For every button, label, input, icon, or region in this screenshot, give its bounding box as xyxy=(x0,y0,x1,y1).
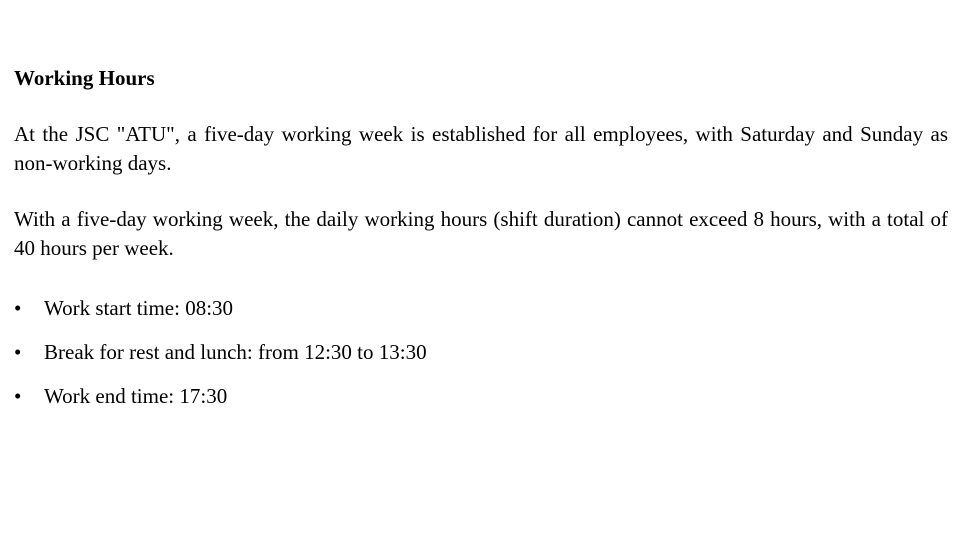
list-item-text: Work end time: 17:30 xyxy=(44,384,228,408)
bullet-icon: • xyxy=(14,296,22,320)
paragraph-working-week: At the JSC "ATU", a five-day working week is established for all employees, with Saturday and Sunday as non-working days. xyxy=(14,122,948,175)
bullet-icon: • xyxy=(14,340,22,364)
paragraph-daily-hours: With a five-day working week, the daily working hours (shift duration) cannot exceed 8 hours, with a total of 40 hours per week. xyxy=(14,207,948,260)
list-item-text: Work start time: 08:30 xyxy=(44,296,234,320)
bullet-icon: • xyxy=(14,384,22,408)
section-heading: Working Hours xyxy=(14,66,155,90)
schedule-list xyxy=(14,294,948,411)
document-page xyxy=(14,64,948,426)
list-item-text: Break for rest and lunch: from 12:30 to 13:30 xyxy=(44,340,427,364)
list-item-end-time xyxy=(14,382,948,411)
list-item-break-time xyxy=(14,338,948,367)
list-item-start-time xyxy=(14,294,948,323)
